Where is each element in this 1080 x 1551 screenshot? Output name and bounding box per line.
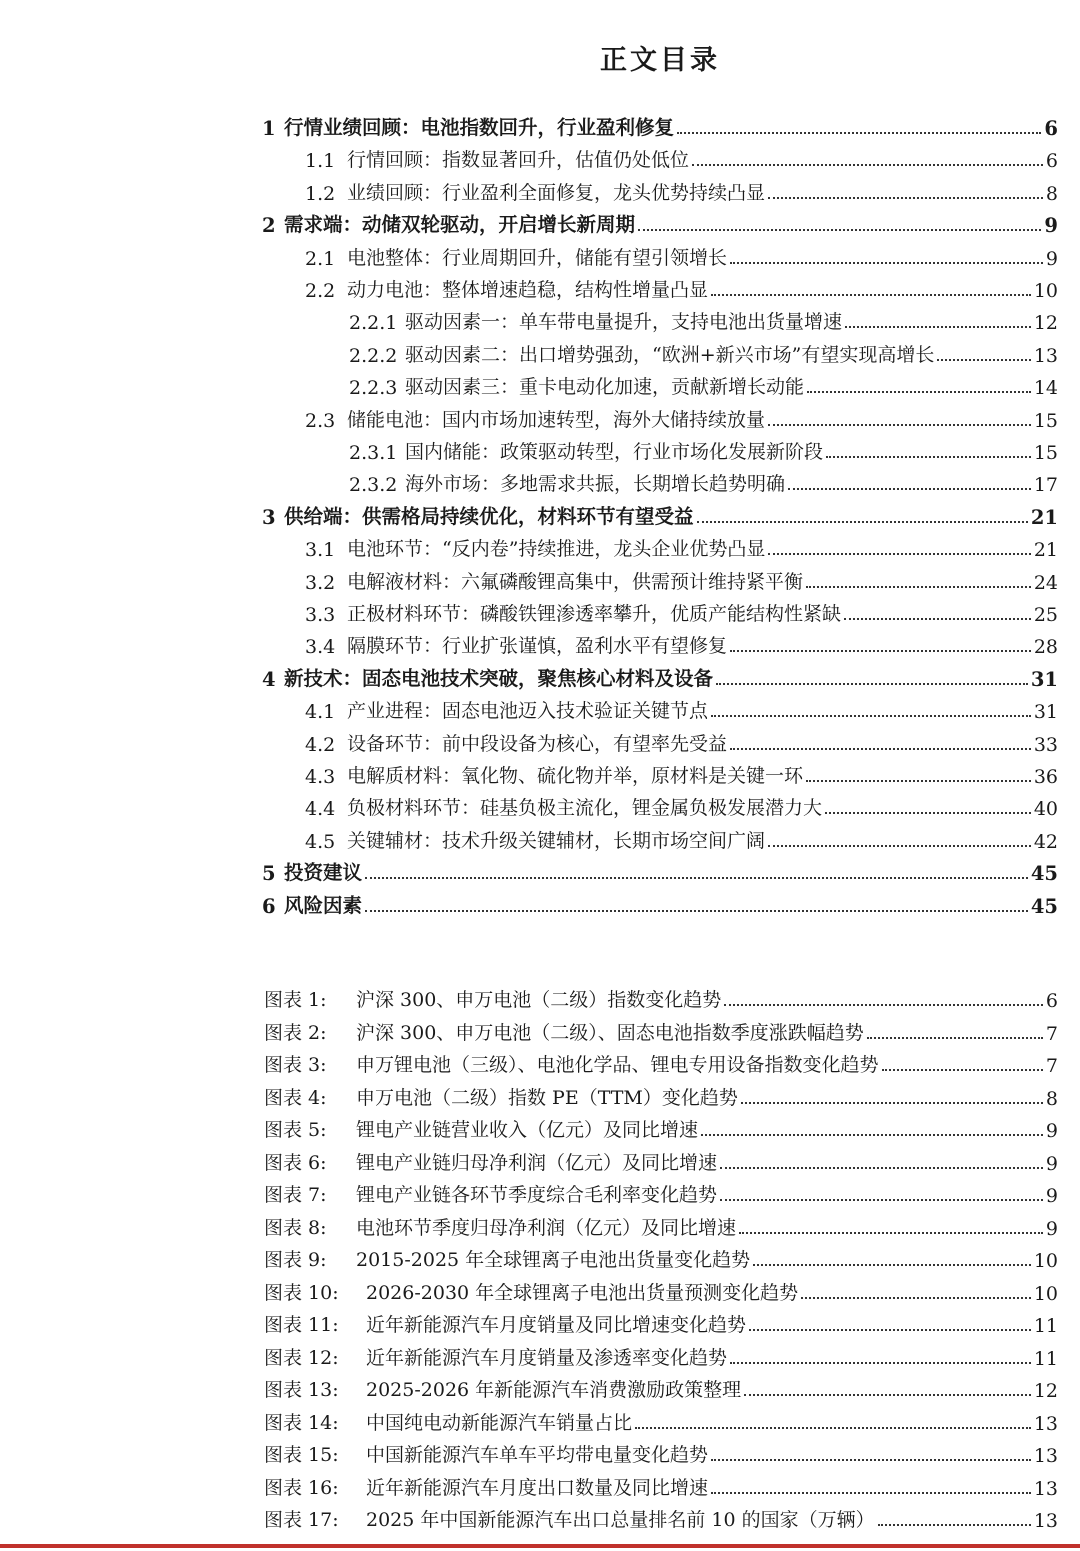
toc-entry-title: 正极材料环节：磷酸铁锂渗透率攀升，优质产能结构性紧缺 [347, 603, 842, 625]
toc-entry-title: 海外市场：多地需求共振，长期增长趋势明确 [405, 473, 786, 496]
toc-entry-page: 21 [1030, 505, 1058, 529]
toc-entry-page: 10 [1033, 280, 1058, 302]
figure-entry-title: 中国新能源汽车单车平均带电量变化趋势 [366, 1444, 709, 1466]
toc-entry[interactable] [305, 531, 1058, 561]
figure-entry[interactable] [264, 1275, 1058, 1305]
toc-entry[interactable] [349, 304, 1058, 334]
toc-entry-title: 驱动因素二：出口增势强劲，“欧洲+新兴市场”有望实现高增长 [405, 343, 935, 366]
figure-entry-page: 13 [1033, 1477, 1058, 1500]
figure-entry[interactable] [264, 1112, 1058, 1142]
figure-entry-page: 7 [1045, 1055, 1058, 1077]
dot-leader [635, 1427, 1031, 1429]
toc-entry-number: 4.3 [305, 766, 336, 788]
figure-entry-page: 11 [1033, 1347, 1058, 1370]
toc-entry-title: 负极材料环节：硅基负极主流化，锂金属负极发展潜力大 [347, 797, 823, 820]
toc-entry-title: 储能电池：国内市场加速转型，海外大储持续放量 [347, 408, 766, 431]
dot-leader [878, 1524, 1031, 1526]
figure-entry-title: 沪深 300、申万电池（二级）指数变化趋势 [356, 989, 722, 1011]
toc-entry-number: 3 [262, 505, 276, 529]
figure-entry-page: 7 [1045, 1022, 1058, 1045]
dot-leader [701, 1134, 1043, 1136]
dot-leader [692, 164, 1043, 166]
dot-leader [730, 748, 1031, 750]
toc-entry-title: 行情业绩回顾：电池指数回升，行业盈利修复 [284, 116, 675, 139]
dot-leader [788, 488, 1031, 490]
toc-entry-number: 2.3.2 [349, 474, 398, 497]
figure-entry-number: 图表 10: [264, 1281, 339, 1304]
toc-entry-number: 4.4 [305, 798, 336, 821]
figure-entry-title: 锂电产业链归母净利润（亿元）及同比增速 [356, 1151, 718, 1174]
dot-leader [720, 1167, 1043, 1169]
figure-entry[interactable] [264, 1242, 1058, 1272]
figure-entry-page: 9 [1045, 1185, 1058, 1207]
figure-entry-title: 2026-2030 年全球锂离子电池出货量预测变化趋势 [366, 1281, 799, 1304]
toc-entry-page: 6 [1045, 150, 1058, 173]
figure-entry-title: 近年新能源汽车月度销量及渗透率变化趋势 [366, 1346, 728, 1369]
toc-entry-title: 电池环节：“反内卷”持续推进，龙头企业优势凸显 [347, 538, 766, 561]
toc-entry-title: 电解质材料：氧化物、硫化物并举，原材料是关键一环 [347, 765, 804, 787]
toc-entry-number: 5 [262, 862, 276, 886]
dot-leader [801, 1297, 1031, 1299]
toc-entry-page: 6 [1044, 117, 1058, 140]
toc-entry-page: 15 [1033, 442, 1058, 464]
toc-entry-number: 3.1 [305, 539, 336, 562]
dot-leader [716, 683, 1028, 685]
toc-entry-page: 14 [1033, 377, 1058, 400]
toc-entry-number: 2.2 [305, 280, 336, 302]
toc-entry-number: 2.3 [305, 409, 336, 432]
figure-entry-number: 图表 9: [264, 1249, 327, 1271]
figure-entry-title: 锂电产业链营业收入（亿元）及同比增速 [356, 1119, 699, 1141]
toc-entry-number: 1 [262, 117, 276, 140]
toc-entry-title: 产业进程：固态电池迈入技术验证关键节点 [347, 700, 709, 723]
figure-entry[interactable] [264, 1080, 1058, 1110]
figure-entry-title: 沪深 300、申万电池（二级）、固态电池指数季度涨跌幅趋势 [356, 1021, 864, 1044]
dot-leader [741, 1102, 1043, 1104]
toc-entry[interactable] [305, 628, 1058, 658]
figure-entry-title: 2025 年中国新能源汽车出口总量排名前 10 的国家（万辆） [366, 1509, 875, 1531]
toc-entry-title: 驱动因素三：重卡电动化加速，贡献新增长动能 [405, 376, 805, 399]
toc-entry[interactable] [349, 434, 1058, 464]
toc-entry-title: 供给端：供需格局持续优化，材料环节有望受益 [284, 504, 694, 528]
toc-entry-page: 13 [1033, 344, 1058, 367]
toc-entry[interactable] [305, 596, 1058, 626]
dot-leader [365, 910, 1028, 912]
dot-leader [753, 1264, 1031, 1266]
dot-leader [768, 553, 1030, 555]
figure-entry-number: 图表 8: [264, 1216, 327, 1239]
dot-leader [730, 262, 1043, 264]
toc-entry-number: 4 [262, 667, 276, 691]
toc-entry-page: 21 [1033, 539, 1058, 562]
dot-leader [677, 132, 1041, 134]
toc-entry[interactable] [262, 888, 1058, 918]
toc-entry-title: 设备环节：前中段设备为核心，有望率先受益 [347, 732, 728, 755]
dot-leader [365, 877, 1028, 879]
figure-entry-title: 锂电产业链各环节季度综合毛利率变化趋势 [356, 1184, 718, 1206]
figure-entry-page: 9 [1045, 1217, 1058, 1240]
toc-entry-title: 行情回顾：指数显著回升，估值仍处低位 [347, 149, 690, 172]
figure-entry-page: 13 [1033, 1412, 1058, 1435]
dot-leader [724, 1004, 1043, 1006]
toc-entry-page: 9 [1045, 247, 1058, 270]
figure-entry-page: 9 [1045, 1152, 1058, 1175]
toc-entry-number: 4.5 [305, 830, 336, 853]
figure-entry-title: 近年新能源汽车月度出口数量及同比增速 [366, 1476, 709, 1499]
figure-entry-page: 9 [1045, 1120, 1058, 1142]
toc-entry-page: 33 [1033, 733, 1058, 756]
figure-entry-number: 图表 1: [264, 989, 327, 1011]
toc-entry-page: 8 [1045, 182, 1058, 205]
toc-entry-title: 电池整体：行业周期回升，储能有望引领增长 [347, 246, 728, 269]
figure-entry-page: 10 [1033, 1250, 1058, 1272]
toc-entry-title: 风险因素 [284, 893, 363, 917]
figure-entry-page: 8 [1045, 1087, 1058, 1110]
toc-entry-number: 4.1 [305, 701, 336, 724]
dot-leader [768, 424, 1031, 426]
figure-entry-number: 图表 17: [264, 1509, 339, 1531]
figure-entry[interactable] [264, 1405, 1058, 1435]
toc-entry[interactable] [349, 369, 1058, 399]
dot-leader [720, 1199, 1043, 1201]
toc-entry-page: 25 [1033, 604, 1058, 626]
figure-entry-title: 中国纯电动新能源汽车销量占比 [366, 1411, 633, 1434]
figure-entry-number: 图表 16: [264, 1476, 339, 1499]
toc-entry[interactable] [349, 466, 1058, 496]
toc-entry[interactable] [262, 661, 1058, 691]
toc-entry-page: 12 [1033, 312, 1058, 335]
toc-entry-title: 业绩回顾：行业盈利全面修复，龙头优势持续凸显 [347, 181, 766, 204]
dot-leader [730, 650, 1031, 652]
toc-entry-number: 2 [262, 214, 276, 238]
figure-entry-title: 申万电池（二级）指数 PE（TTM）变化趋势 [356, 1086, 738, 1109]
dot-leader [744, 1394, 1031, 1396]
toc-entry-page: 9 [1044, 214, 1058, 238]
dot-leader [867, 1037, 1043, 1039]
toc-entry-page: 31 [1033, 701, 1058, 724]
toc-entry[interactable] [305, 823, 1058, 853]
toc-entry-page: 17 [1033, 474, 1058, 497]
toc-entry-number: 4.2 [305, 733, 336, 756]
figure-entry[interactable] [264, 982, 1058, 1012]
toc-entry-number: 3.4 [305, 636, 336, 659]
dot-leader [806, 780, 1031, 782]
figure-entry-number: 图表 4: [264, 1086, 327, 1109]
dot-leader [807, 391, 1031, 393]
dot-leader [739, 1232, 1043, 1234]
figure-entry[interactable] [264, 1177, 1058, 1207]
toc-entry-number: 2.3.1 [349, 442, 398, 464]
page-title: 正文目录 [600, 45, 720, 76]
toc-entry[interactable] [305, 564, 1058, 594]
toc-entry-title: 电解液材料：六氟磷酸锂高集中，供需预计维持紧平衡 [347, 570, 804, 593]
toc-entry-number: 2.1 [305, 247, 336, 270]
figure-entry[interactable] [264, 1047, 1058, 1077]
figure-entry-page: 10 [1033, 1282, 1058, 1305]
figure-entry-number: 图表 5: [264, 1119, 327, 1141]
toc-entry-number: 1.2 [305, 182, 336, 205]
figure-entry[interactable] [264, 1502, 1058, 1532]
toc-entry-title: 投资建议 [284, 861, 363, 885]
figure-entry-number: 图表 11: [264, 1314, 339, 1336]
toc-entry[interactable] [349, 337, 1058, 367]
dot-leader [806, 586, 1031, 588]
figure-entry-title: 申万锂电池（三级）、电池化学品、锂电专用设备指数变化趋势 [356, 1054, 879, 1076]
toc-entry-title: 驱动因素一：单车带电量提升，支持电池出货量增速 [405, 311, 843, 334]
toc-entry-page: 45 [1030, 862, 1058, 886]
toc-entry[interactable] [262, 855, 1058, 885]
figure-entry-number: 图表 7: [264, 1184, 327, 1206]
toc-entry[interactable] [305, 790, 1058, 820]
figure-entry-page: 12 [1033, 1380, 1058, 1402]
toc-entry-page: 31 [1030, 667, 1058, 691]
toc-entry-page: 15 [1033, 409, 1058, 432]
figure-entry-number: 图表 3: [264, 1054, 327, 1076]
dot-leader [768, 845, 1031, 847]
figure-entry-title: 近年新能源汽车月度销量及同比增速变化趋势 [366, 1314, 747, 1336]
toc-entry-number: 1.1 [305, 150, 336, 173]
figure-entry[interactable] [264, 1307, 1058, 1337]
figure-entry-number: 图表 2: [264, 1021, 327, 1044]
figure-entry-title: 电池环节季度归母净利润（亿元）及同比增速 [356, 1216, 737, 1239]
toc-entry[interactable] [305, 693, 1058, 723]
toc-entry-number: 2.2.3 [349, 377, 398, 400]
toc-entry[interactable] [262, 499, 1058, 529]
toc-entry-number: 3.3 [305, 604, 336, 626]
dot-leader [937, 359, 1030, 361]
figure-entry-title: 2025-2026 年新能源汽车消费激励政策整理 [366, 1379, 742, 1401]
figure-entry-page: 13 [1033, 1510, 1058, 1532]
toc-entry-title: 国内储能：政策驱动转型，行业市场化发展新阶段 [405, 441, 824, 463]
figure-entry-title: 2015-2025 年全球锂离子电池出货量变化趋势 [356, 1249, 751, 1271]
toc-entry-title: 动力电池：整体增速趋稳，结构性增量凸显 [347, 279, 709, 301]
toc-entry-page: 42 [1033, 830, 1058, 853]
dot-leader [825, 812, 1031, 814]
figure-entry[interactable] [264, 1340, 1058, 1370]
dot-leader [697, 521, 1028, 523]
figure-entry-number: 图表 15: [264, 1444, 339, 1466]
toc-entry[interactable] [305, 272, 1058, 302]
toc-entry-number: 2.2.1 [349, 312, 398, 335]
figure-entry[interactable] [264, 1210, 1058, 1240]
toc-entry-title: 需求端：动储双轮驱动，开启增长新周期 [284, 213, 636, 237]
figure-entry-number: 图表 14: [264, 1411, 339, 1434]
toc-entry-page: 24 [1033, 571, 1058, 594]
dot-leader [711, 1492, 1031, 1494]
dot-leader [826, 456, 1031, 458]
figure-entry[interactable] [264, 1437, 1058, 1467]
toc-entry[interactable] [305, 402, 1058, 432]
figure-entry[interactable] [264, 1015, 1058, 1045]
dot-leader [711, 715, 1031, 717]
dot-leader [844, 618, 1031, 620]
dot-leader [638, 229, 1041, 231]
figure-entry-page: 11 [1033, 1315, 1058, 1337]
toc-entry-number: 2.2.2 [349, 344, 398, 367]
toc-entry-page: 45 [1030, 894, 1058, 918]
dot-leader [768, 197, 1043, 199]
toc-entry-number: 3.2 [305, 571, 336, 594]
dot-leader [711, 294, 1031, 296]
toc-entry-title: 新技术：固态电池技术突破，聚焦核心材料及设备 [284, 666, 714, 690]
toc-entry[interactable] [305, 240, 1058, 270]
figure-entry-page: 13 [1033, 1445, 1058, 1467]
toc-entry-title: 关键辅材：技术升级关键辅材，长期市场空间广阔 [347, 829, 766, 852]
dot-leader [711, 1459, 1031, 1461]
toc-entry-page: 36 [1033, 766, 1058, 788]
toc-entry[interactable] [305, 726, 1058, 756]
toc-entry[interactable] [262, 207, 1058, 237]
footer-divider [0, 1544, 1080, 1548]
dot-leader [730, 1362, 1031, 1364]
figure-entry-page: 6 [1045, 990, 1058, 1012]
toc-entry-title: 隔膜环节：行业扩张谨慎，盈利水平有望修复 [347, 635, 728, 658]
dot-leader [882, 1069, 1043, 1071]
dot-leader [749, 1329, 1031, 1331]
figure-entry[interactable] [264, 1372, 1058, 1402]
figure-entry-number: 图表 13: [264, 1379, 339, 1401]
figure-entry-number: 图表 6: [264, 1151, 327, 1174]
figure-entry[interactable] [264, 1470, 1058, 1500]
toc-entry-number: 6 [262, 894, 276, 918]
toc-entry-page: 28 [1033, 636, 1058, 659]
toc-entry[interactable] [305, 175, 1058, 205]
figure-entry[interactable] [264, 1145, 1058, 1175]
dot-leader [845, 326, 1031, 328]
toc-entry[interactable] [305, 142, 1058, 172]
toc-entry[interactable] [262, 110, 1058, 140]
figure-entry-number: 图表 12: [264, 1346, 339, 1369]
toc-entry-page: 40 [1033, 798, 1058, 821]
toc-entry[interactable] [305, 758, 1058, 788]
